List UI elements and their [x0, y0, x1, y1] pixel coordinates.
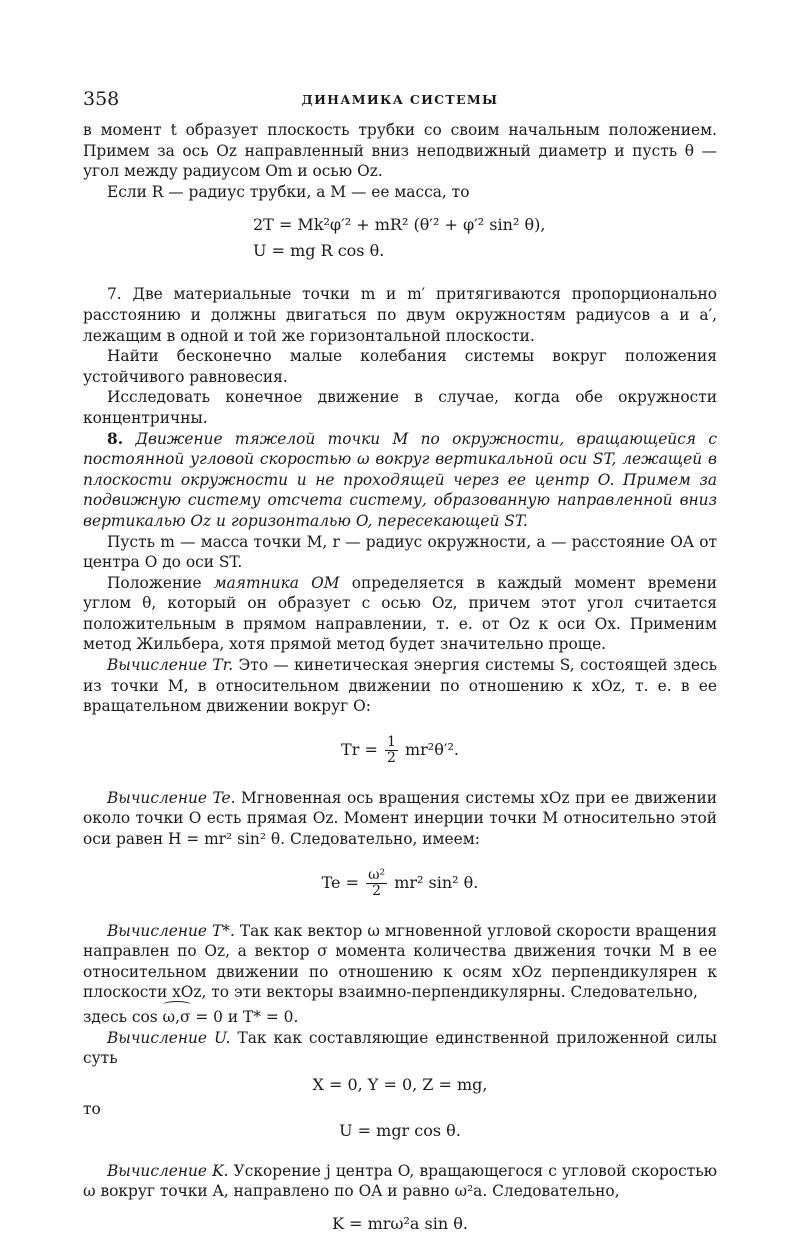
equation-forces: X = 0, Y = 0, Z = mg,: [312, 1074, 488, 1094]
section-tstar-heading: Вычисление T*.: [107, 921, 235, 940]
intro-paragraph: в момент t образует плоскость трубки со своим начальным положением. Примем за ось Oz направленный вниз неподвижный диаметр и пусть θ — угол между радиусом Om и осью Oz.: [83, 121, 717, 181]
text-then: то: [83, 1099, 101, 1118]
running-head: ДИНАМИКА СИСТЕМЫ: [301, 92, 499, 107]
equation-te: Te = $\frac{\text{ω²}}{2}$ mr² sin² θ.: [321, 866, 479, 899]
equation-block-energy: [83, 212, 717, 264]
section-tstar: Вычисление T*. Так как вектор ω мгновенной угловой скорости вращения направлен по Oz, а вектор σ момента количества движения точки M в ее относительном движении по отношению к осям xOz перпендикулярен к плоскости xOz, то эти векторы взаимно-перпендикулярны. Следовательно,: [83, 921, 717, 1002]
equation-u: U = mgr cos θ.: [339, 1120, 461, 1140]
section-tr: Вычисление Tr. Это — кинетическая энергия системы S, состоящей здесь из точки M, в относительном движении по отношению к xOz, т. е. в ее вращательном движении вокруг O:: [83, 656, 717, 716]
fraction-one-half: $\frac{1}{2}$: [386, 733, 396, 766]
problem-8-position: Положение маятника OM определяется в каждый момент времени углом θ, который он образует с осью Oz, причем этот угол считается положительным в прямом направлении, т. е. от Oz к оси Ox. Применим метод Жильбера, хотя прямой метод будет значительно проще.: [83, 573, 717, 654]
intro-if-paragraph: Если R — радиус трубки, а M — ее масса, то: [107, 182, 470, 201]
section-tr-heading: Вычисление Tr.: [107, 656, 234, 675]
section-te-heading: Вычисление Te.: [107, 788, 236, 807]
equation-kinetic-energy: 2T = Mk²φ′² + mR² (θ′² + φ′² sin² θ),: [253, 215, 546, 235]
section-k-heading: Вычисление K.: [107, 1161, 229, 1180]
page-number: 358: [83, 88, 120, 110]
problem-8-number: 8.: [107, 429, 124, 448]
equation-tr: Tr = $\frac{1}{2}$ mr²θ′².: [341, 733, 459, 766]
fraction-omega-half: $\frac{\text{ω²}}{2}$: [368, 866, 386, 899]
section-u-heading: Вычисление U.: [107, 1028, 231, 1047]
angle-omega-sigma: ω,σ: [162, 1008, 191, 1026]
equation-k: K = mrω²a sin θ.: [332, 1213, 468, 1233]
problem-7-task: Найти бесконечно малые колебания системы вокруг положения устойчивого равновесия.: [83, 347, 717, 386]
section-tstar-conclusion: здесь cos ω,σ = 0 и T* = 0.: [83, 1008, 299, 1026]
problem-8-notation: Пусть m — масса точки M, r — радиус окружности, a — расстояние OA от центра O до оси ST.: [83, 532, 717, 572]
problem-7-statement: 7. Две материальные точки m и m′ притягиваются пропорционально расстоянию и должны двигаться по двум окружностям радиусов a и a′, лежащим в одной и той же горизонтальной плоскости.: [83, 285, 717, 345]
problem-8-title-text: Движение тяжелой точки M по окружности, вращающейся с постоянной угловой скоростью ω вокруг вертикальной оси ST, лежащей в плоскости окружности и не проходящей через ее центр O. Примем за подвижную систему отсчета систему, образованную направленной вниз вертикалью Oz и горизонталью O, пересекающей ST.: [83, 429, 717, 530]
problem-7-task-2: Исследовать конечное движение в случае, когда обе окружности концентричны.: [83, 388, 717, 427]
problem-8-title: [83, 429, 717, 532]
page-header: [83, 80, 717, 120]
equation-potential: U = mg R cos θ.: [253, 241, 385, 261]
section-k: Вычисление K. Ускорение j центра O, вращающегося с угловой скоростью ω вокруг точки A, направлено по OA и равно ω²a. Следовательно,: [83, 1161, 717, 1201]
section-u: Вычисление U. Так как составляющие единственной приложенной силы суть: [83, 1028, 718, 1068]
section-te: Вычисление Te. Мгновенная ось вращения системы xOz при ее движении около точки O есть прямая Oz. Момент инерции точки M относительно этой оси равен H = mr² sin² θ. Следовательно, имеем:: [83, 788, 718, 849]
